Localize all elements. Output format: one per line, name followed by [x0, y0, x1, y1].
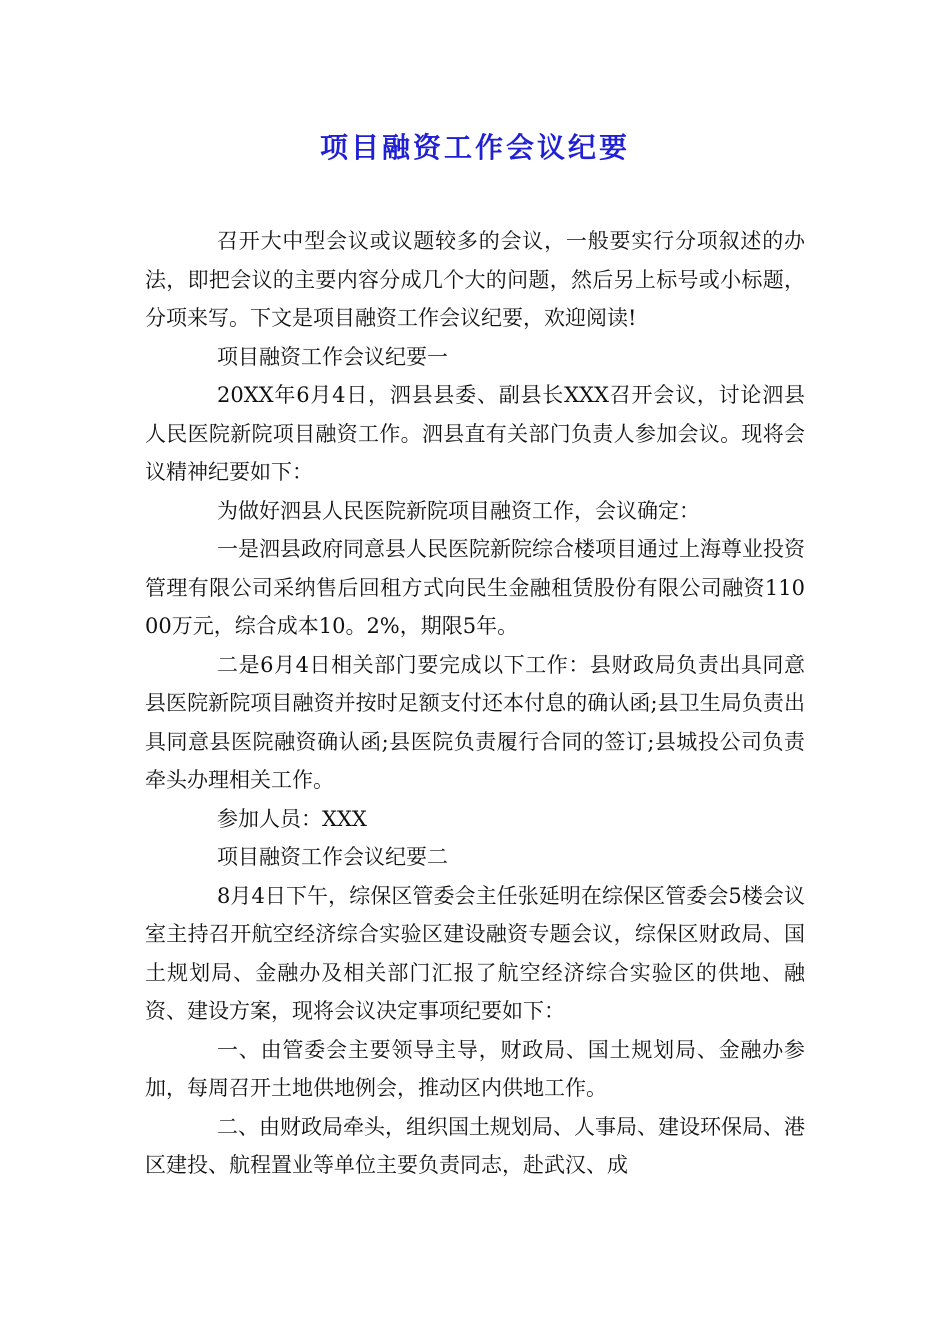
meeting-two-item-two-paragraph: 二、由财政局牵头，组织国土规划局、人事局、建设环保局、港区建投、航程置业等单位主要负责同志，赴武汉、成 [145, 1114, 805, 1177]
document-title: 项目融资工作会议纪要 [319, 131, 630, 164]
intro-paragraph: 召开大中型会议或议题较多的会议，一般要实行分项叙述的办法，即把会议的主要内容分成几个大的问题，然后另上标号或小标题，分项来写。下文是项目融资工作会议纪要，欢迎阅读! [145, 229, 805, 330]
meeting-one-item-one-paragraph: 一是泗县政府同意县人民医院新院综合楼项目通过上海尊业投资管理有限公司采纳售后回租方式向民生金融租赁股份有限公司融资11000万元，综合成本10。2%，期限5年。 [145, 537, 805, 638]
document-body [145, 222, 805, 1185]
section-heading-one: 项目融资工作会议纪要一 [217, 344, 448, 369]
attendees-paragraph: 参加人员：XXX [217, 806, 367, 831]
meeting-two-opening-paragraph: 8月4日下午，综保区管委会主任张延明在综保区管委会5楼会议室主持召开航空经济综合实验区建设融资专题会议，综保区财政局、国土规划局、金融办及相关部门汇报了航空经济综合实验区的供地、融资、建设方案，现将会议决定事项纪要如下： [145, 883, 805, 1023]
meeting-one-decision-paragraph: 为做好泗县人民医院新院项目融资工作，会议确定： [217, 498, 700, 523]
section-heading-two: 项目融资工作会议纪要二 [217, 845, 448, 869]
meeting-one-opening-paragraph: 20XX年6月4日，泗县县委、副县长XXX召开会议，讨论泗县人民医院新院项目融资工作。泗县直有关部门负责人参加会议。现将会议精神纪要如下： [145, 383, 805, 484]
meeting-one-item-two-paragraph: 二是6月4日相关部门要完成以下工作：县财政局负责出具同意县医院新院项目融资并按时足额支付还本付息的确认函;县卫生局负责出具同意县医院融资确认函;县医院负责履行合同的签订;县城投公司负责牵头办理相关工作。 [145, 652, 805, 792]
meeting-two-item-one-paragraph: 一、由管委会主要领导主导，财政局、国土规划局、金融办参加，每周召开土地供地例会，推动区内供地工作。 [145, 1037, 805, 1100]
